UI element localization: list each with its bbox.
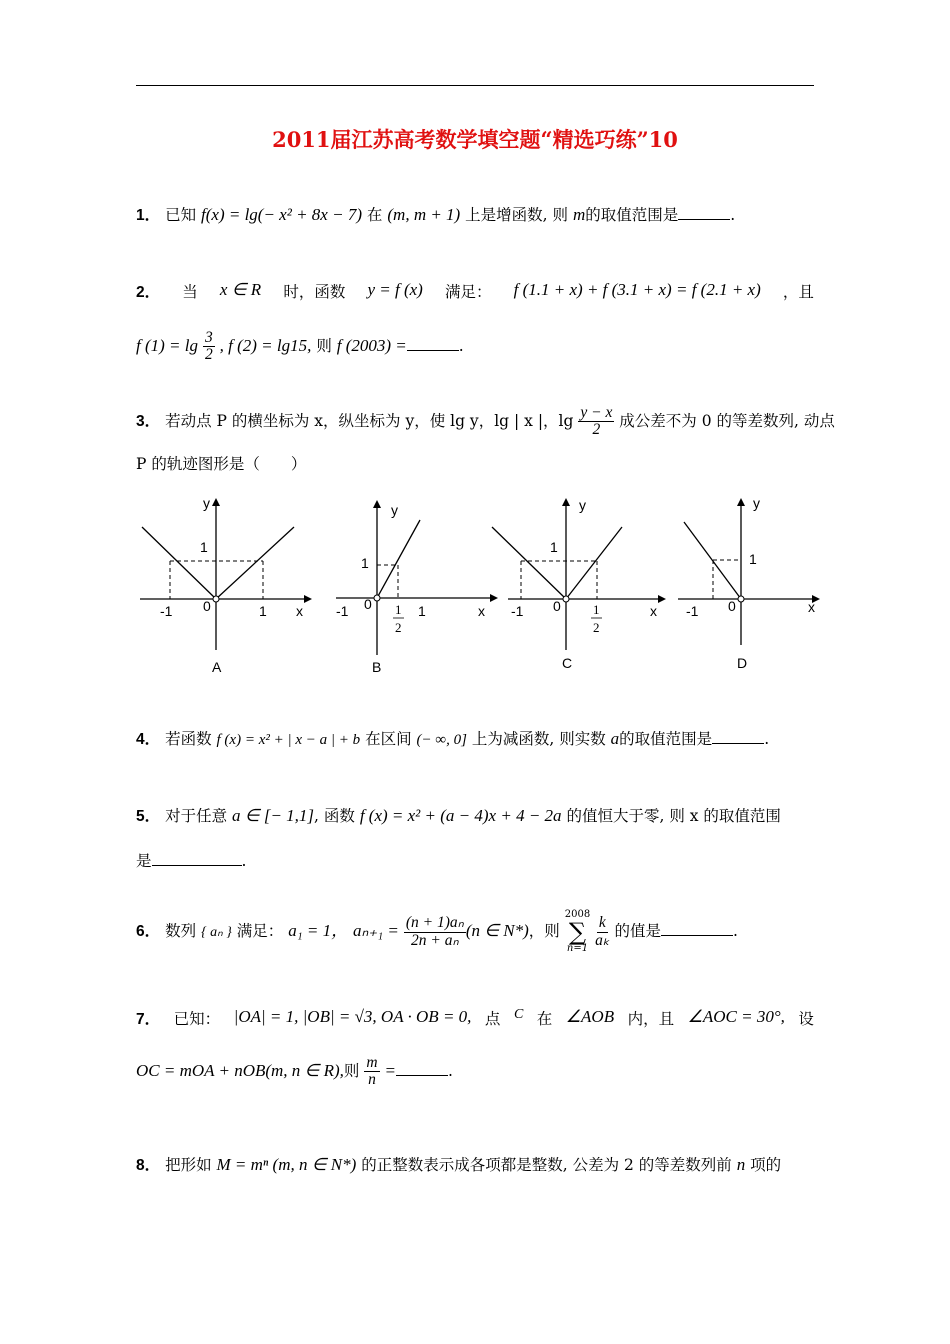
text: 在 [366,206,383,224]
question-6 [136,910,738,954]
formula: |OA| = 1, |OB| = √3, OA · OB = 0, [233,1007,472,1026]
origin-label: 0 [553,598,561,614]
graph-a[interactable] [140,495,312,675]
tick-label: -1 [336,603,349,619]
answer-blank[interactable] [407,350,459,351]
denominator: aₖ [595,931,610,949]
text: 数列 [165,922,197,940]
formula: f (1.1 + x) + f (3.1 + x) = f (2.1 + x) [513,280,761,299]
y-axis-label: y [579,497,586,513]
formula: OC = mOA + nOB(m, n ∈ R), [136,1060,344,1080]
tick-label: 1 [550,539,558,555]
numerator: 3 [204,329,213,346]
tick-label: 1 [361,555,369,571]
text: ，且 [782,283,814,301]
summation [565,910,590,954]
option-label: A [212,659,222,675]
formula: x ∈ R [219,280,262,299]
denominator: 2 [592,421,601,439]
formula: m [572,205,586,224]
formula: f(x) = lg(− x² + 8x − 7) [201,205,362,224]
text: ，则 [528,922,560,940]
numerator: (n + 1)aₙ [405,914,464,932]
graph-d[interactable] [678,495,820,671]
numerator: y − x [580,404,613,421]
text: 的取值范围是 [585,206,679,224]
text: . [764,730,770,748]
text: 的值恒大于零, 则 x 的取值范围 [566,807,781,825]
question-3-line-2 [136,452,306,474]
text: 在区间 [365,730,412,748]
question-7-line-2 [136,1055,453,1089]
x-axis-label: x [478,603,485,619]
text: 则 [316,336,332,355]
origin-label: 0 [364,596,372,612]
formula: f (2003) = [336,335,407,355]
formula: f (x) = x² + (a − 4)x + 4 − 2a [359,806,562,825]
y-axis-label: y [391,502,398,518]
sum-upper: 2008 [564,909,591,920]
text: 对于任意 [165,807,228,825]
text: 项的 [750,1156,782,1174]
question-number: 6． [136,923,161,940]
header-rule [136,85,814,86]
text: 的取值范围是 [619,730,713,748]
text: 则 [343,1061,360,1080]
text: 已知 [165,206,197,224]
x-axis-label: x [296,603,303,619]
formula: y = f (x) [367,280,423,299]
text: P 的轨迹图形是（ ） [136,455,307,473]
formula: ∠AOC = 30°, [687,1007,785,1026]
y-axis-label: y [753,495,760,511]
text: , 函数 [314,807,355,825]
question-number: 5． [136,808,161,825]
question-5-line-1 [136,804,781,826]
question-number: 2． [136,284,161,301]
page-title: 2011届江苏高考数学填空题“精选巧练”10 [272,127,678,152]
formula: M = mⁿ (m, n ∈ N*) [216,1155,357,1174]
question-number: 3． [136,412,161,430]
option-label: B [372,659,382,675]
tick-label: 1 [259,603,267,619]
text: 内，且 [627,1010,675,1028]
answer-blank[interactable] [678,219,730,220]
formula: ∠AOB [565,1007,615,1026]
formula: a [610,729,620,748]
question-7-line-1 [136,1007,814,1029]
text: 是 [136,852,152,870]
fraction [595,915,609,949]
tick-label: -1 [511,603,524,619]
tick-label: 1 [200,539,208,555]
fraction [364,1055,379,1089]
text: 若函数 [165,730,212,748]
tick-label: 2 [593,620,600,635]
answer-blank[interactable] [661,935,733,936]
fraction [578,405,614,439]
question-number: 8． [136,1157,161,1174]
x-axis-label: x [650,603,657,619]
question-5-line-2 [136,849,246,871]
text: 满足： [236,922,284,940]
formula: f (x) = x² + | x − a | + b [216,732,361,748]
question-number: 4． [136,731,161,748]
numerator: k [598,914,606,932]
formula: (m, m + 1) [387,205,461,224]
text: 当 [182,283,198,301]
tick-label: 1 [418,603,426,619]
tick-label: 2 [395,620,402,635]
origin-label: 0 [728,598,736,614]
question-2-line-2 [136,330,464,364]
question-2-line-1 [136,280,814,302]
denominator: 2 [204,346,213,364]
text: 时，函数 [283,283,346,301]
text: . [458,336,464,355]
text: 设 [798,1010,814,1028]
text: 的值是 [614,922,661,940]
denominator: 2n + aₙ [411,931,459,949]
question-number: 7． [136,1011,161,1028]
formula: C [513,1007,524,1022]
text: . [241,852,247,870]
formula: aₙ₊₁ = [353,921,399,940]
formula: { aₙ } [201,925,232,940]
denominator: n [368,1071,376,1089]
answer-blank[interactable] [152,865,242,866]
text: 若动点 P 的横坐标为 x，纵坐标为 y，使 lg y，lg | x |，lg [165,411,574,430]
question-number: 1． [136,207,161,224]
text: . [732,922,738,940]
text: 点 [484,1010,501,1028]
text: 上是增函数, 则 [465,206,569,224]
text: . [447,1061,453,1080]
answer-blank[interactable] [396,1075,448,1076]
tick-label: 1 [593,602,600,617]
formula: = [384,1060,396,1080]
formula: , f (2) = lg15, [219,335,312,355]
origin-label: 0 [203,598,211,614]
tick-label: -1 [160,603,173,619]
numerator: m [366,1054,378,1071]
text: 把形如 [165,1156,212,1174]
graph-c[interactable] [492,497,666,671]
text: . [730,206,736,224]
question-1 [136,203,735,225]
y-axis-label: y [203,495,210,511]
sigma-icon: ∑ [568,918,587,946]
formula: (n ∈ N*) [465,921,529,940]
question-8 [136,1153,781,1175]
tick-label: -1 [686,603,699,619]
answer-blank[interactable] [712,743,764,744]
text: 在 [536,1010,553,1028]
text: 已知： [173,1010,221,1028]
formula: a ∈ [− 1,1] [232,806,315,825]
question-3-line-1 [136,405,835,439]
tick-label: 1 [749,551,757,567]
text: 成公差不为 0 的等差数列, 动点 [619,411,835,430]
tick-label: 1 [395,602,402,617]
fraction [203,330,215,364]
fraction [404,915,466,949]
formula: (− ∞, 0] [416,732,467,748]
formula: f (1) = lg [136,335,198,355]
text: 上为减函数, 则实数 [471,730,606,748]
graph-b[interactable] [336,500,498,675]
formula: n [736,1155,746,1174]
formula: a₁ = 1， [288,921,349,940]
x-axis-label: x [808,599,815,615]
text: 满足： [444,283,492,301]
option-label: D [737,655,748,671]
sum-lower: n=1 [566,943,589,954]
answer-graphs [0,490,950,685]
text: 的正整数表示成各项都是整数, 公差为 2 的等差数列前 [361,1156,732,1174]
question-4 [136,727,769,749]
option-label: C [562,655,573,671]
